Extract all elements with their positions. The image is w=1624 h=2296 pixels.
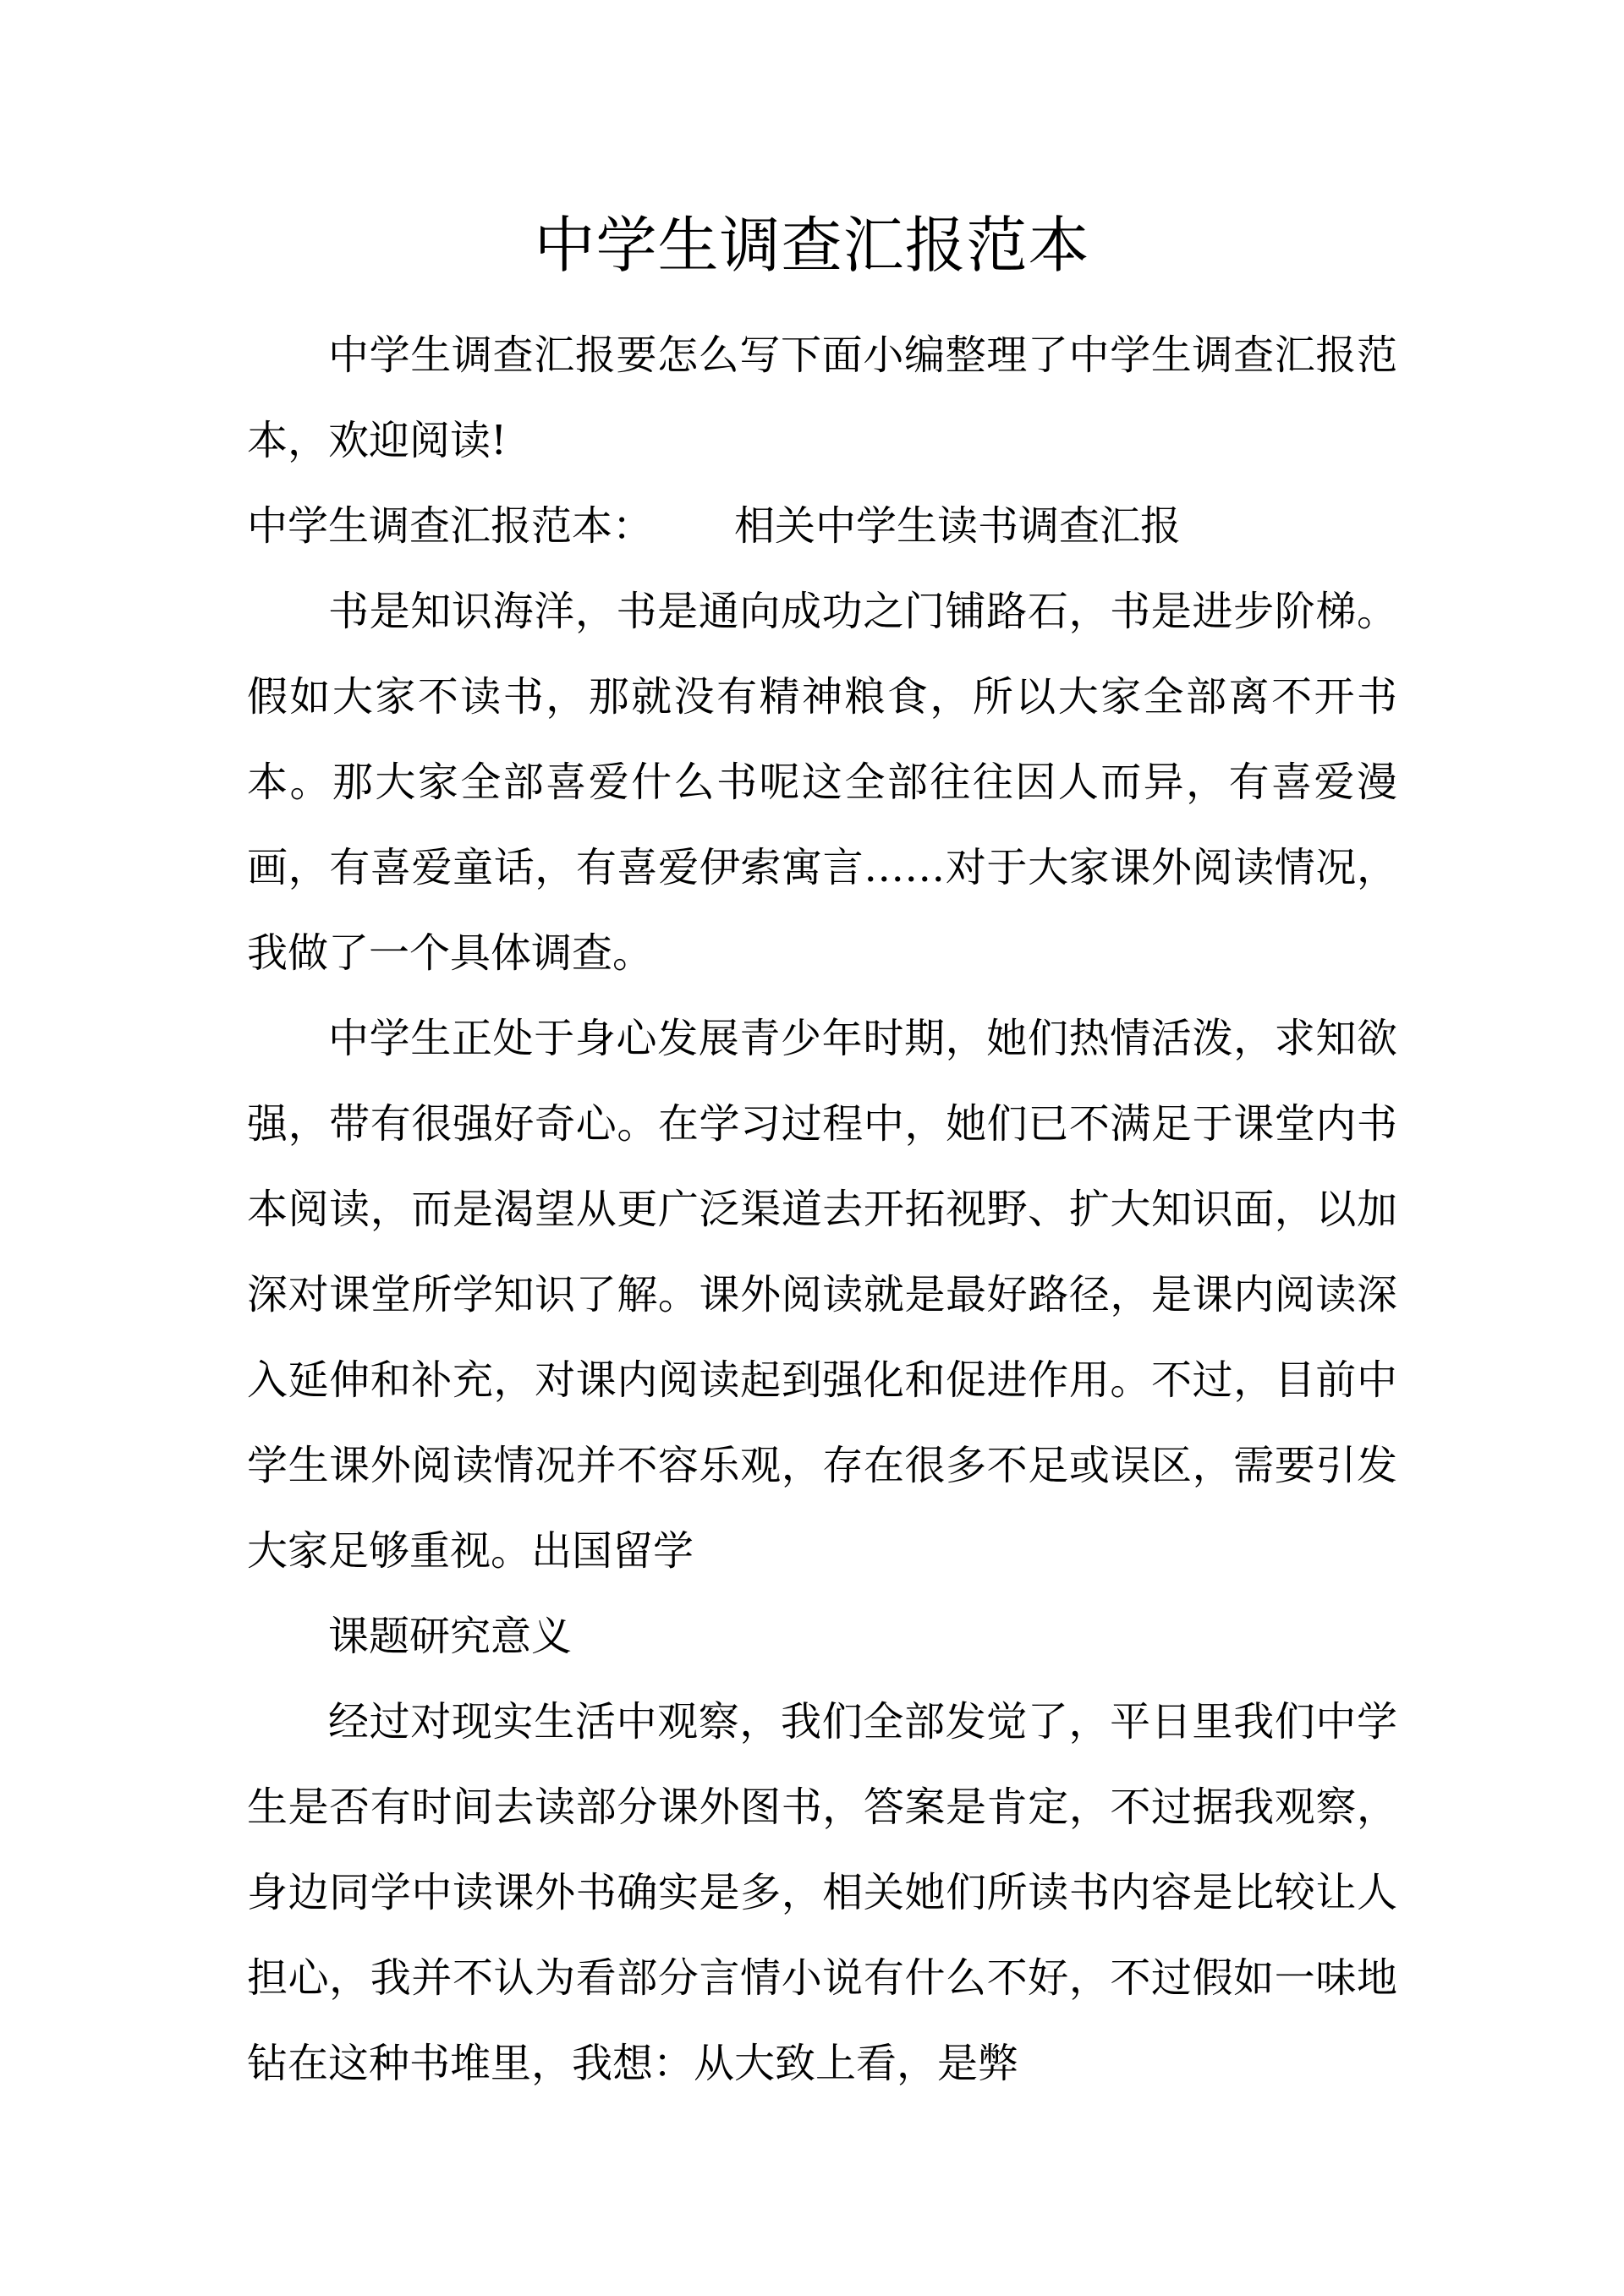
subtitle-left: 中学生调查汇报范本： — [247, 502, 654, 550]
body-paragraph-3: 经过对现实生活中观察，我们全部发觉了，平日里我们中学生是否有时间去读部分课外图书，答案是肯定，不过据我观察，身边同学中读课外书确实是多，相关她们所读书内容是比较让人担心，我并不认为看部分言情小说有什么不好，不过假如一味地钻在这种书堆里，我想：从大致上看，是弊 — [247, 1698, 1397, 2087]
section-heading: 课题研究意义 — [328, 1613, 573, 1660]
subtitle-line — [247, 484, 1397, 569]
subtitle-right: 相关中学生读书调查汇报 — [734, 502, 1182, 550]
body-paragraph-2: 中学生正处于身心发展青少年时期，她们热情活泼，求知欲强，带有很强好奇心。在学习过程中，她们已不满足于课堂内书本阅读，而是渴望从更广泛渠道去开拓视野、扩大知识面，以加深对课堂所学知识了解。课外阅读就是最好路径，是课内阅读深入延伸和补充，对课内阅读起到强化和促进作用。不过，目前中学生课外阅读情况并不容乐观，存在很多不足或误区，需要引发大家足够重视。出国留学 — [247, 1015, 1397, 1575]
body-paragraph-1: 书是知识海洋，书是通向成功之门铺路石，书是进步阶梯。假如大家不读书，那就没有精神粮食，所以大家全部离不开书本。那大家全部喜爱什么书呢这全部往往因人而异，有喜爱漫画，有喜爱童话，有喜爱伊索寓言……对于大家课外阅读情况，我做了一个具体调查。 — [247, 588, 1397, 977]
document-title: 中学生调查汇报范本 — [534, 210, 1090, 281]
intro-paragraph: 中学生调查汇报要怎么写下面小编整理了中学生调查汇报范本，欢迎阅读! — [247, 332, 1397, 464]
document-body — [247, 313, 1397, 2107]
